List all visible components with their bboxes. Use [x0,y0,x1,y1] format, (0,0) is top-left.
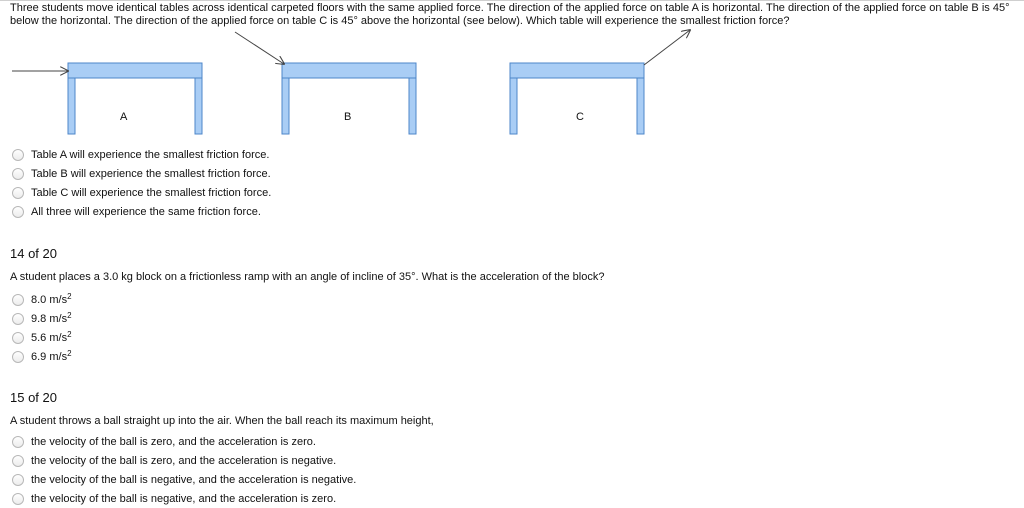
question-14-options [12,290,72,366]
q15-option-b[interactable] [12,451,356,470]
option-label: All three will experience the same friction force. [31,205,261,218]
unit-exponent: 2 [67,329,72,339]
force-arrow-b [235,32,284,64]
q15-option-c[interactable] [12,470,356,489]
unit: m/s [49,350,68,363]
radio-button[interactable] [12,493,24,505]
option-value: 9.8 [31,312,50,325]
radio-button[interactable] [12,436,24,448]
q15-option-a[interactable] [12,432,356,451]
radio-button[interactable] [12,206,24,218]
table-b [282,63,416,134]
unit-exponent: 2 [67,291,72,301]
option-value: 5.6 [31,331,50,344]
q14-option-c[interactable] [12,328,72,347]
q13-option-b[interactable] [12,164,271,183]
option-label: the velocity of the ball is zero, and the acceleration is negative. [31,454,337,467]
tables-figure [0,28,700,143]
question-15-number: 15 of 20 [10,390,57,405]
top-divider [0,0,1024,1]
option-label [31,348,72,363]
question-13-text: Three students move identical tables across identical carpeted floors with the same applied force. The direction of the applied force on table A is horizontal. The direction of the applied force on table B is 45° below the horizontal. The direction of the applied force on table C is 45° above the horizontal (see below). Which table will experience the smallest friction force? [10,2,1010,27]
question-14-number: 14 of 20 [10,246,57,261]
unit: m/s [49,312,68,325]
table-c [510,63,644,134]
q14-option-d[interactable] [12,347,72,366]
option-label: the velocity of the ball is negative, and the acceleration is negative. [31,473,357,486]
option-label: the velocity of the ball is zero, and the acceleration is zero. [31,435,316,448]
option-label [31,310,72,325]
question-14-text: A student places a 3.0 kg block on a frictionless ramp with an angle of incline of 35°. What is the acceleration of the block? [10,271,605,283]
radio-button[interactable] [12,332,24,344]
unit: m/s [49,293,68,306]
table-c-label: C [576,111,584,123]
option-value: 6.9 [31,350,50,363]
option-label: Table C will experience the smallest friction force. [31,186,272,199]
radio-button[interactable] [12,187,24,199]
radio-button[interactable] [12,455,24,467]
table-a-label: A [120,111,128,123]
question-15-options [12,432,356,508]
radio-button[interactable] [12,474,24,486]
force-arrow-c [644,30,690,65]
unit: m/s [49,331,68,344]
option-label: Table B will experience the smallest friction force. [31,167,271,180]
tables-diagram [0,28,700,143]
radio-button[interactable] [12,149,24,161]
table-b-label: B [344,111,352,123]
option-label [31,329,72,344]
q14-option-a[interactable] [12,290,72,309]
table-a [68,63,202,134]
q14-option-b[interactable] [12,309,72,328]
radio-button[interactable] [12,168,24,180]
radio-button[interactable] [12,313,24,325]
option-label [31,291,72,306]
q15-option-d[interactable] [12,489,356,508]
unit-exponent: 2 [67,310,72,320]
unit-exponent: 2 [67,348,72,358]
radio-button[interactable] [12,351,24,363]
q13-option-c[interactable] [12,183,271,202]
q13-option-d[interactable] [12,202,271,221]
q13-option-a[interactable] [12,145,271,164]
question-15-text: A student throws a ball straight up into the air. When the ball reach its maximum height, [10,415,434,427]
question-13-options [12,145,271,221]
option-value: 8.0 [31,293,50,306]
option-label: the velocity of the ball is negative, and the acceleration is zero. [31,492,337,505]
radio-button[interactable] [12,294,24,306]
option-label: Table A will experience the smallest friction force. [31,148,270,161]
